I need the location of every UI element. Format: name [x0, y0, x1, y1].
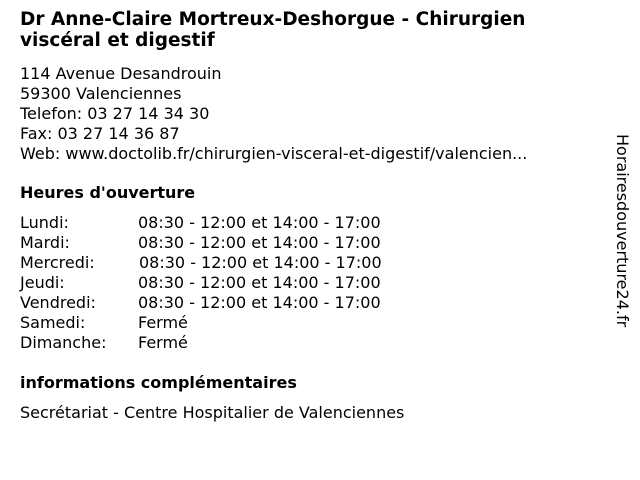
site-watermark: Horairesdouverture24.fr [613, 134, 632, 328]
page-title: Dr Anne-Claire Mortreux-Deshorgue - Chirurgien viscéral et digestif [20, 9, 526, 51]
additional-info-heading: informations complémentaires [20, 373, 297, 392]
address-block [20, 64, 527, 164]
day-label: Samedi: [20, 313, 86, 332]
day-hours: 08:30 - 12:00 et 14:00 - 17:00 [139, 253, 382, 272]
fax-number: Fax: 03 27 14 36 87 [20, 124, 180, 143]
opening-hours-heading: Heures d'ouverture [20, 183, 196, 202]
day-label: Dimanche: [20, 333, 107, 352]
day-hours: 08:30 - 12:00 et 14:00 - 17:00 [138, 273, 381, 292]
day-label: Mardi: [20, 233, 70, 252]
city-postcode: 59300 Valenciennes [20, 84, 182, 103]
additional-info-text: Secrétariat - Centre Hospitalier de Valenciennes [20, 403, 405, 422]
day-label: Mercredi: [20, 253, 95, 272]
day-hours: Fermé [138, 333, 188, 352]
street-address: 114 Avenue Desandrouin [20, 64, 222, 83]
day-label: Jeudi: [20, 273, 65, 292]
day-hours: Fermé [138, 313, 188, 332]
day-label: Vendredi: [20, 293, 96, 312]
phone-number: Telefon: 03 27 14 34 30 [20, 104, 210, 123]
website-link[interactable]: Web: www.doctolib.fr/chirurgien-visceral-et-digestif/valencien... [20, 144, 528, 163]
day-label: Lundi: [20, 213, 69, 232]
day-hours: 08:30 - 12:00 et 14:00 - 17:00 [138, 213, 381, 232]
day-hours: 08:30 - 12:00 et 14:00 - 17:00 [138, 233, 381, 252]
day-hours: 08:30 - 12:00 et 14:00 - 17:00 [138, 293, 381, 312]
